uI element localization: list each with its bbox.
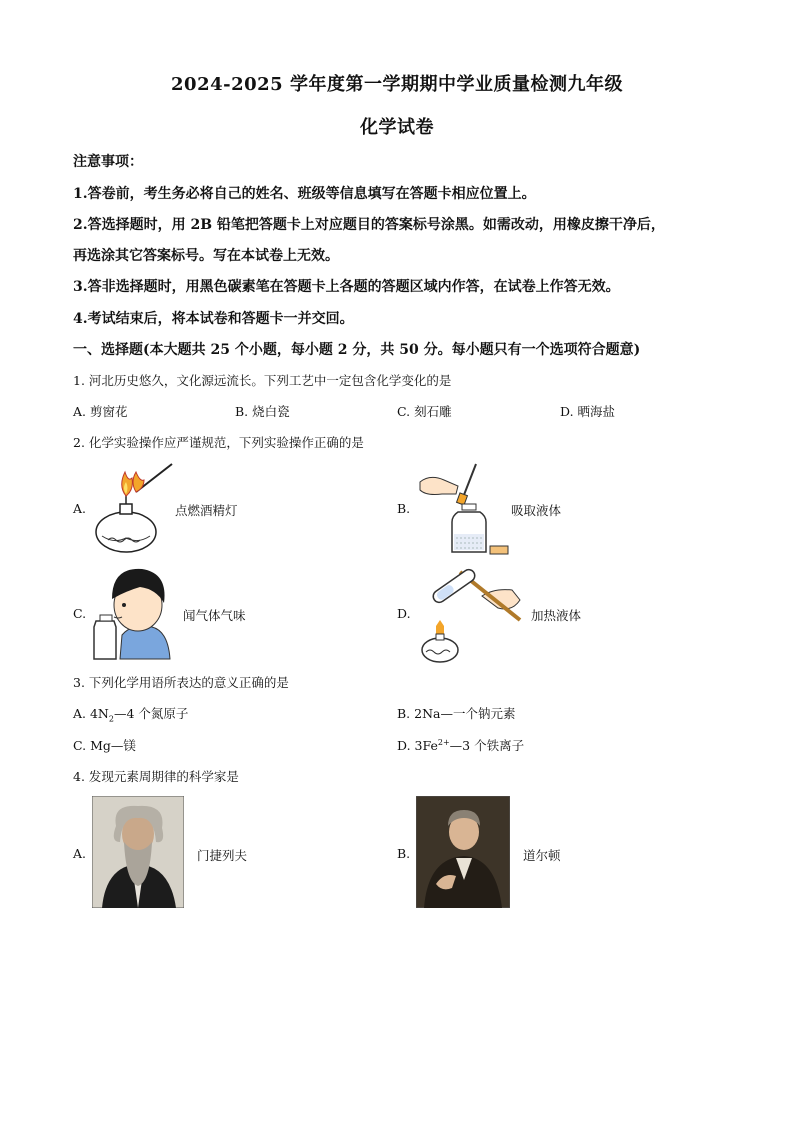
notice-item-1: 1.答卷前，考生务必将自己的姓名、班级等信息填写在答题卡相应位置上。	[73, 186, 536, 202]
q2-option-d-letter: D.	[397, 606, 411, 621]
section-heading: 一、选择题(本大题共 25 个小题，每小题 2 分，共 50 分。每小题只有一个选项符合题意)	[73, 342, 641, 358]
q2-option-a-letter: A.	[73, 501, 87, 516]
dalton-portrait	[416, 796, 510, 908]
q1-option-b: B. 烧白瓷	[235, 404, 290, 419]
notice-item-3: 3.答非选择题时，用黑色碳素笔在答题卡上各题的答题区域内作答，在试卷上作答无效。	[73, 279, 620, 295]
q2-option-d-caption: 加热液体	[531, 608, 582, 623]
exam-subtitle: 化学试卷	[360, 117, 434, 138]
q4-option-a-caption: 门捷列夫	[197, 848, 248, 863]
q3-option-c: C. Mg—镁	[73, 738, 136, 753]
heating-liquid-image	[416, 560, 528, 666]
q4-option-b-caption: 道尔顿	[523, 848, 561, 863]
mendeleev-portrait	[92, 796, 184, 908]
question-4-stem: 4. 发现元素周期律的科学家是	[73, 769, 239, 784]
exam-title: 2024-2025 学年度第一学期期中学业质量检测九年级	[171, 74, 623, 95]
q4-option-a-letter: A.	[73, 846, 87, 861]
notice-item-2-cont: 再选涂其它答案标号。写在本试卷上无效。	[73, 248, 339, 264]
q2-option-a-caption: 点燃酒精灯	[175, 503, 238, 518]
q3-option-b: B. 2Na—一个钠元素	[397, 706, 516, 721]
q3-option-a: A. $4N_2—4$ 个氮原子	[73, 706, 189, 724]
q4-option-b-letter: B.	[397, 846, 411, 861]
alcohol-lamp-lighting-image	[92, 460, 176, 556]
q2-option-b-letter: B.	[397, 501, 411, 516]
q1-option-a: A. 剪窗花	[73, 404, 128, 419]
question-2-stem: 2. 化学实验操作应严谨规范，下列实验操作正确的是	[73, 435, 364, 450]
dropper-liquid-image	[416, 460, 512, 558]
question-1-stem: 1. 河北历史悠久，文化源远流长。下列工艺中一定包含化学变化的是	[73, 373, 452, 388]
q2-option-c-caption: 闻气体气味	[183, 608, 246, 623]
q1-option-d: D. 晒海盐	[560, 404, 616, 419]
question-3-stem: 3. 下列化学用语所表达的意义正确的是	[73, 675, 289, 690]
notice-item-4: 4.考试结束后，将本试卷和答题卡一并交回。	[73, 311, 354, 327]
notice-item-2: 2.答选择题时，用 2B 铅笔把答题卡上对应题目的答案标号涂黑。如需改动，用橡皮擦干净后，	[73, 217, 665, 233]
q2-option-c-letter: C.	[73, 606, 87, 621]
q3-option-d: D. $3Fe^{2+}—3$ 个铁离子	[397, 737, 525, 753]
notice-heading: 注意事项：	[73, 154, 143, 170]
smelling-gas-image	[92, 563, 172, 661]
q1-option-c: C. 刻石雕	[397, 404, 452, 419]
q2-option-b-caption: 吸取液体	[511, 503, 562, 518]
